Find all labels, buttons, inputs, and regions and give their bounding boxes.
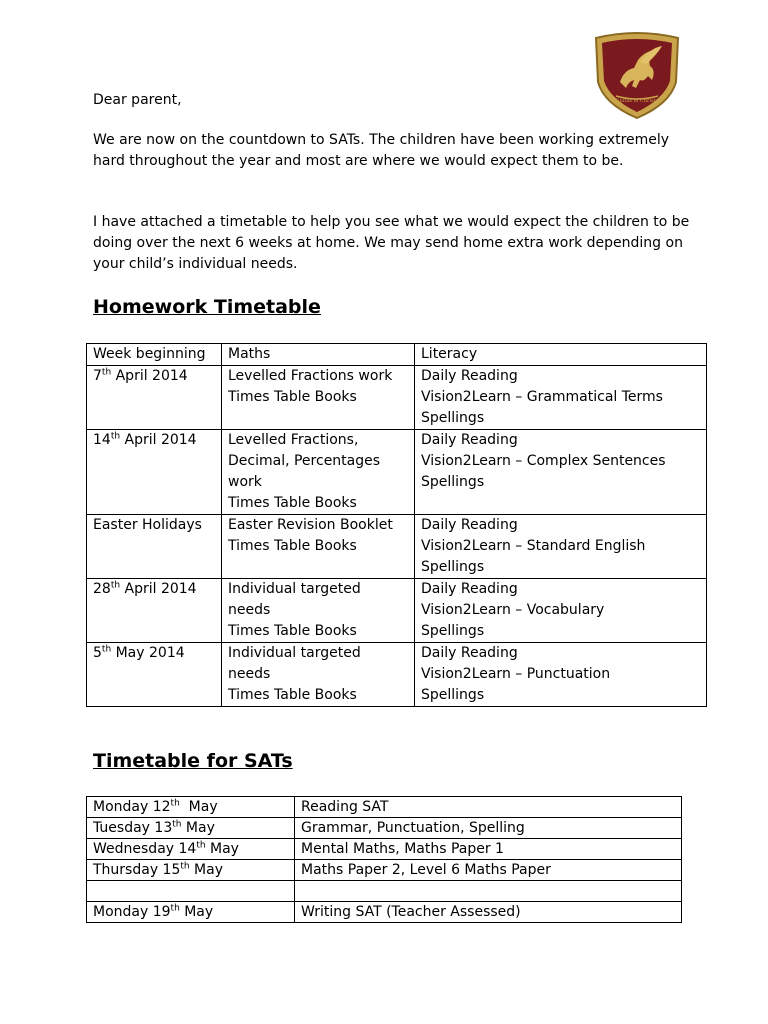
- timetable-paragraph: I have attached a timetable to help you see what we would expect the children to be doing over the next 6 weeks at home. We may send home extra work depending on your child’s individual needs.: [93, 214, 690, 272]
- date-text-rest: April 2014: [120, 432, 197, 448]
- ordinal-suffix: th: [170, 798, 180, 809]
- date-cell: [87, 839, 295, 860]
- homework-timetable-title: Homework Timetable: [93, 296, 321, 318]
- date-text: 28: [93, 581, 111, 597]
- literacy-item: Spellings: [421, 474, 485, 490]
- maths-item: work: [228, 474, 262, 490]
- sats-timetable: [86, 796, 682, 923]
- header-week: Week beginning: [87, 344, 222, 366]
- literacy-item: Vision2Learn – Complex Sentences: [421, 453, 666, 469]
- maths-item: Times Table Books: [228, 687, 357, 703]
- table-row: [87, 643, 707, 707]
- date-text-rest: May: [205, 841, 239, 857]
- date-cell: [87, 860, 295, 881]
- date-text-rest: May 2014: [111, 645, 185, 661]
- literacy-item: Vision2Learn – Vocabulary: [421, 602, 605, 618]
- maths-item: needs: [228, 666, 271, 682]
- date-text: Wednesday 14: [93, 841, 197, 857]
- maths-item: Times Table Books: [228, 623, 357, 639]
- ordinal-suffix: th: [172, 819, 182, 830]
- test-cell: Writing SAT (Teacher Assessed): [295, 902, 682, 923]
- literacy-item: Daily Reading: [421, 645, 518, 661]
- date-text: Thursday 15: [93, 862, 181, 878]
- maths-item: Levelled Fractions work: [228, 368, 393, 384]
- test-cell: Grammar, Punctuation, Spelling: [295, 818, 682, 839]
- date-text: Monday 12: [93, 799, 171, 815]
- literacy-item: Daily Reading: [421, 517, 518, 533]
- date-cell: [87, 797, 295, 818]
- table-row: [87, 902, 682, 923]
- school-crest-logo: [590, 30, 684, 120]
- table-row: [87, 579, 707, 643]
- test-cell: Reading SAT: [295, 797, 682, 818]
- literacy-item: Daily Reading: [421, 581, 518, 597]
- literacy-item: Vision2Learn – Grammatical Terms: [421, 389, 663, 405]
- maths-cell: [222, 366, 415, 430]
- table-row: [87, 860, 682, 881]
- ordinal-suffix: th: [101, 367, 112, 378]
- literacy-cell: [415, 430, 707, 515]
- maths-item: Individual targeted: [228, 581, 361, 597]
- maths-item: Decimal, Percentages: [228, 453, 381, 469]
- ordinal-suffix: th: [170, 903, 180, 914]
- week-cell: [87, 366, 222, 430]
- literacy-item: Vision2Learn – Standard English: [421, 538, 646, 554]
- crest-motto: Unitas in Christo: [615, 98, 659, 104]
- maths-cell: [222, 430, 415, 515]
- literacy-cell: [415, 643, 707, 707]
- literacy-item: Daily Reading: [421, 368, 518, 384]
- date-text-rest: May: [179, 799, 218, 815]
- maths-item: Levelled Fractions,: [228, 432, 359, 448]
- table-row: [87, 797, 682, 818]
- date-text: 5: [93, 645, 102, 661]
- test-cell: Mental Maths, Maths Paper 1: [295, 839, 682, 860]
- date-text: 7: [93, 368, 102, 384]
- literacy-item: Vision2Learn – Punctuation: [421, 666, 611, 682]
- literacy-cell: [415, 366, 707, 430]
- table-row: [87, 515, 707, 579]
- date-text-rest: May: [181, 820, 215, 836]
- date-text-rest: May: [189, 862, 224, 878]
- table-row: [87, 818, 682, 839]
- maths-item: Individual targeted: [228, 645, 361, 661]
- date-cell: [87, 818, 295, 839]
- week-cell: [87, 430, 222, 515]
- maths-item: Times Table Books: [228, 538, 357, 554]
- week-cell: [87, 643, 222, 707]
- date-cell: [87, 902, 295, 923]
- sats-timetable-title: Timetable for SATs: [93, 750, 293, 772]
- literacy-item: Spellings: [421, 410, 485, 426]
- maths-item: needs: [228, 602, 271, 618]
- table-header-row: [87, 344, 707, 366]
- week-cell: [87, 515, 222, 579]
- literacy-item: Spellings: [421, 623, 485, 639]
- table-row: [87, 366, 707, 430]
- test-cell: [295, 881, 682, 902]
- table-row: [87, 839, 682, 860]
- maths-cell: [222, 515, 415, 579]
- maths-item: Times Table Books: [228, 389, 357, 405]
- test-cell: Maths Paper 2, Level 6 Maths Paper: [295, 860, 682, 881]
- intro-paragraph: We are now on the countdown to SATs. The children have been working extremely hard throughout the year and most are where we would expect them to be.: [93, 132, 670, 169]
- week-cell: [87, 579, 222, 643]
- maths-item: Times Table Books: [228, 495, 357, 511]
- date-text: Monday 19: [93, 904, 171, 920]
- greeting: Dear parent,: [93, 92, 182, 108]
- date-text-rest: April 2014: [111, 368, 188, 384]
- ordinal-suffix: th: [110, 431, 121, 442]
- table-row: [87, 881, 682, 902]
- date-text: Easter Holidays: [93, 517, 202, 533]
- date-text-rest: April 2014: [120, 581, 197, 597]
- table-row: [87, 430, 707, 515]
- literacy-item: Daily Reading: [421, 432, 518, 448]
- header-literacy: Literacy: [415, 344, 707, 366]
- header-maths: Maths: [222, 344, 415, 366]
- date-cell: [87, 881, 295, 902]
- ordinal-suffix: th: [180, 861, 190, 872]
- date-text: 14: [93, 432, 111, 448]
- date-text-rest: May: [179, 904, 214, 920]
- literacy-cell: [415, 515, 707, 579]
- homework-timetable: [86, 343, 707, 707]
- maths-item: Easter Revision Booklet: [228, 517, 393, 533]
- ordinal-suffix: th: [110, 580, 121, 591]
- literacy-cell: [415, 579, 707, 643]
- literacy-item: Spellings: [421, 687, 485, 703]
- date-text: Tuesday 13: [93, 820, 173, 836]
- ordinal-suffix: th: [101, 644, 112, 655]
- ordinal-suffix: th: [196, 840, 206, 851]
- maths-cell: [222, 579, 415, 643]
- maths-cell: [222, 643, 415, 707]
- literacy-item: Spellings: [421, 559, 485, 575]
